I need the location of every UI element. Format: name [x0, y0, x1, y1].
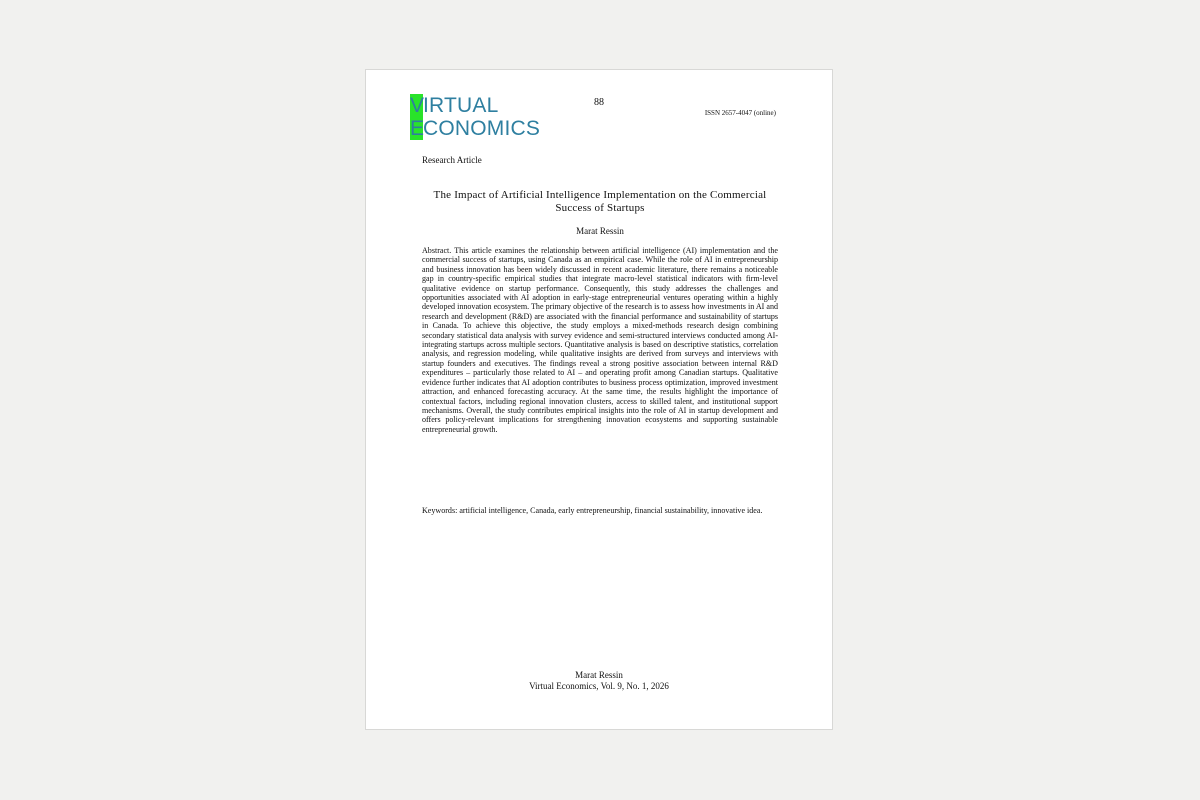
logo-word-economics: CONOMICS — [423, 117, 541, 140]
abstract-paragraph: Abstract. This article examines the relationship between artificial intelligence (AI) implementation and the commercial success of startups, using Canada as an empirical case. While the role of AI in entrepreneurship and business innovation has been widely discussed in recent academic literature, there remains a noticeable gap in country-specific empirical studies that integrate macro-level statistical indicators with firm-level qualitative evidence on startup performance. Consequently, this study addresses the challenges and opportunities associated with AI adoption in early-stage entrepreneurial ventures operating within a highly developed innovation ecosystem. The primary objective of the research is to assess how investments in AI and research and development (R&D) are associated with the financial performance and sustainability of startups in Canada. To achieve this objective, the study employs a mixed-methods research design combining secondary statistical data analysis with survey evidence and semi-structured interviews conducted among AI-integrating startups across multiple sectors. Quantitative analysis is based on descriptive statistics, correlation analysis, and regression modeling, while qualitative insights are derived from surveys and interviews with startup founders and executives. The findings reveal a strong positive association between internal R&D expenditures – particularly those related to AI – and operating profit among Canadian startups. Qualitative evidence further indicates that AI adoption contributes to business process optimization, improved investment attraction, and enhanced forecasting accuracy. At the same time, the results highlight the importance of contextual factors, including regional innovation clusters, access to skilled talent, and institutional support mechanisms. Overall, the study contributes empirical insights into the role of AI in startup development and offers policy-relevant implications for strengthening innovation ecosystems and supporting sustainable entrepreneurial growth. — [422, 246, 778, 434]
footer-author: Marat Ressin — [575, 670, 623, 680]
logo-initial-v: V — [410, 94, 425, 117]
logo-line-virtual — [410, 94, 540, 117]
logo-word-virtual: IRTUAL — [423, 94, 499, 117]
keywords-paragraph: Keywords: artificial intelligence, Canada, early entrepreneurship, financial sustainability, innovative idea. — [422, 506, 763, 515]
page-footer — [366, 670, 832, 692]
page-number: 88 — [594, 97, 604, 108]
logo-initial-e: E — [410, 117, 425, 140]
logo-line-economics — [410, 117, 540, 140]
issn-label: ISSN 2657-4047 (online) — [704, 109, 776, 117]
footer-citation: Virtual Economics, Vol. 9, No. 1, 2026 — [529, 681, 669, 691]
article-author: Marat Ressin — [576, 226, 624, 236]
journal-logo — [410, 94, 540, 140]
article-type: Research Article — [422, 155, 482, 165]
paper-page — [365, 69, 833, 730]
article-title: The Impact of Artificial Intelligence Implementation on the Commercial Success of Startups — [433, 189, 767, 214]
